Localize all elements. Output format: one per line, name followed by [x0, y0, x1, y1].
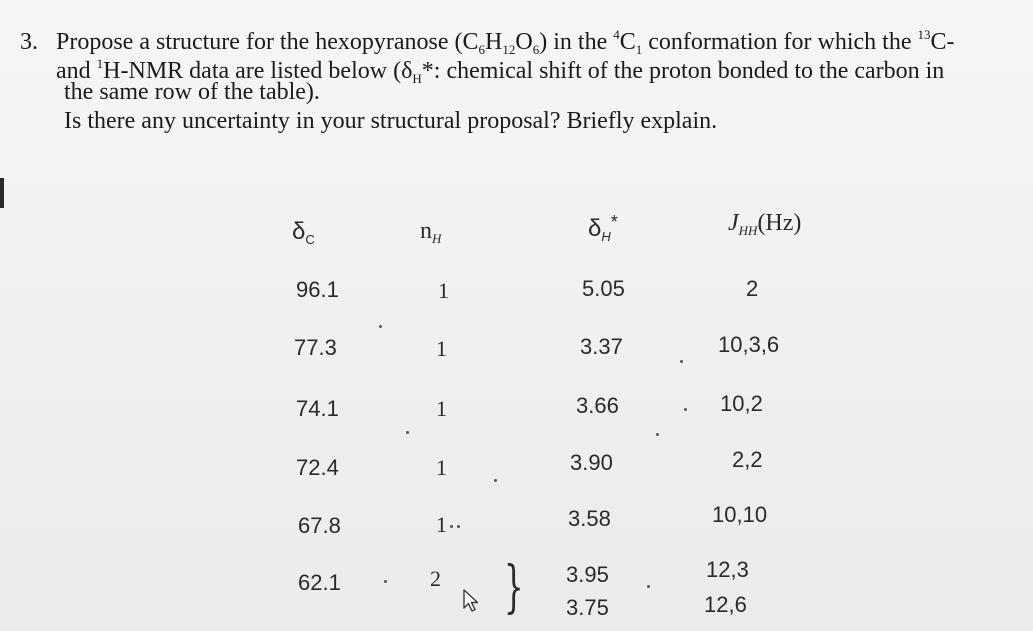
subscript: 1: [635, 42, 643, 57]
text: and: [56, 58, 97, 84]
cell-n-h: 1: [436, 455, 447, 480]
speck: [647, 585, 650, 588]
superscript: *: [610, 212, 618, 232]
text: conformation for which the: [642, 29, 918, 55]
cell-delta-c: 96.1: [296, 277, 339, 302]
cell-delta-c: 72.4: [296, 455, 339, 480]
cell-delta-c: 74.1: [296, 396, 339, 421]
text: C: [619, 29, 636, 55]
text: C-: [930, 29, 955, 55]
header-n-h: [420, 218, 441, 247]
text: (Hz): [757, 210, 802, 236]
superscript: 4: [613, 27, 620, 42]
text: H: [485, 29, 503, 55]
text: *: chemical shift of the proton bonded to the carbon in: [421, 58, 945, 84]
cell-delta-h: 3.95: [566, 562, 609, 587]
text: n: [420, 218, 432, 244]
text: O: [515, 29, 533, 55]
text: H-NMR data are listed below (δ: [103, 58, 413, 84]
text: Propose a structure for the hexopyranose (C: [56, 29, 479, 55]
subscript: C: [305, 232, 315, 247]
speck: [656, 433, 659, 436]
cell-j-hh: 2: [746, 276, 759, 301]
subscript: 6: [478, 42, 486, 57]
cell-j-hh-second: 12,6: [704, 592, 747, 617]
header-j-hh: [728, 210, 801, 239]
cell-delta-c: 77.3: [294, 335, 337, 360]
cell-delta-c: 67.8: [298, 513, 341, 538]
cell-delta-h: 3.66: [576, 393, 619, 418]
cell-delta-h: 3.37: [580, 334, 623, 359]
header-delta-c: [292, 218, 315, 247]
problem-number: 3.: [20, 29, 38, 55]
text: ) in the: [539, 29, 614, 55]
cell-j-hh: 10,10: [712, 502, 768, 527]
cell-n-h: 1: [436, 336, 447, 361]
cell-j-hh: 10,2: [720, 391, 763, 416]
text: δ: [292, 218, 306, 245]
speck: [457, 525, 460, 528]
cell-n-h: 1: [438, 278, 449, 303]
mouse-pointer-icon: [462, 588, 480, 614]
speck: [406, 431, 409, 434]
text: δ: [588, 215, 602, 242]
text: J: [728, 210, 739, 236]
cell-j-hh: 10,3,6: [718, 332, 780, 357]
cell-n-h: 1: [436, 396, 447, 421]
superscript: 1: [96, 56, 104, 71]
cell-n-h: 1: [436, 512, 447, 537]
cell-delta-h-second: 3.75: [566, 595, 609, 620]
subscript: HH: [738, 223, 758, 238]
cell-j-hh: 2,2: [732, 447, 763, 472]
cell-n-h: 2: [430, 566, 441, 591]
cell-delta-c: 62.1: [298, 570, 341, 595]
subscript: 12: [502, 42, 516, 57]
speck: [450, 525, 453, 528]
header-delta-h: [588, 212, 618, 244]
problem-line-3: the same row of the table).: [64, 79, 320, 105]
cell-delta-h: 5.05: [582, 276, 625, 301]
speck: [680, 360, 683, 363]
subscript: 6: [532, 42, 540, 57]
problem-question: Is there any uncertainty in your structural proposal? Briefly explain.: [64, 108, 718, 134]
speck: [384, 580, 387, 583]
brace-mark: }: [504, 555, 524, 620]
subscript: H: [412, 71, 422, 86]
subscript: H: [601, 229, 611, 244]
speck: [494, 479, 497, 482]
cell-delta-h: 3.90: [570, 450, 613, 475]
cell-delta-h: 3.58: [568, 506, 611, 531]
superscript: 13: [917, 27, 931, 42]
speck: [684, 408, 687, 411]
cell-j-hh: 12,3: [706, 557, 749, 582]
subscript: H: [432, 231, 442, 246]
speck: [379, 325, 382, 328]
